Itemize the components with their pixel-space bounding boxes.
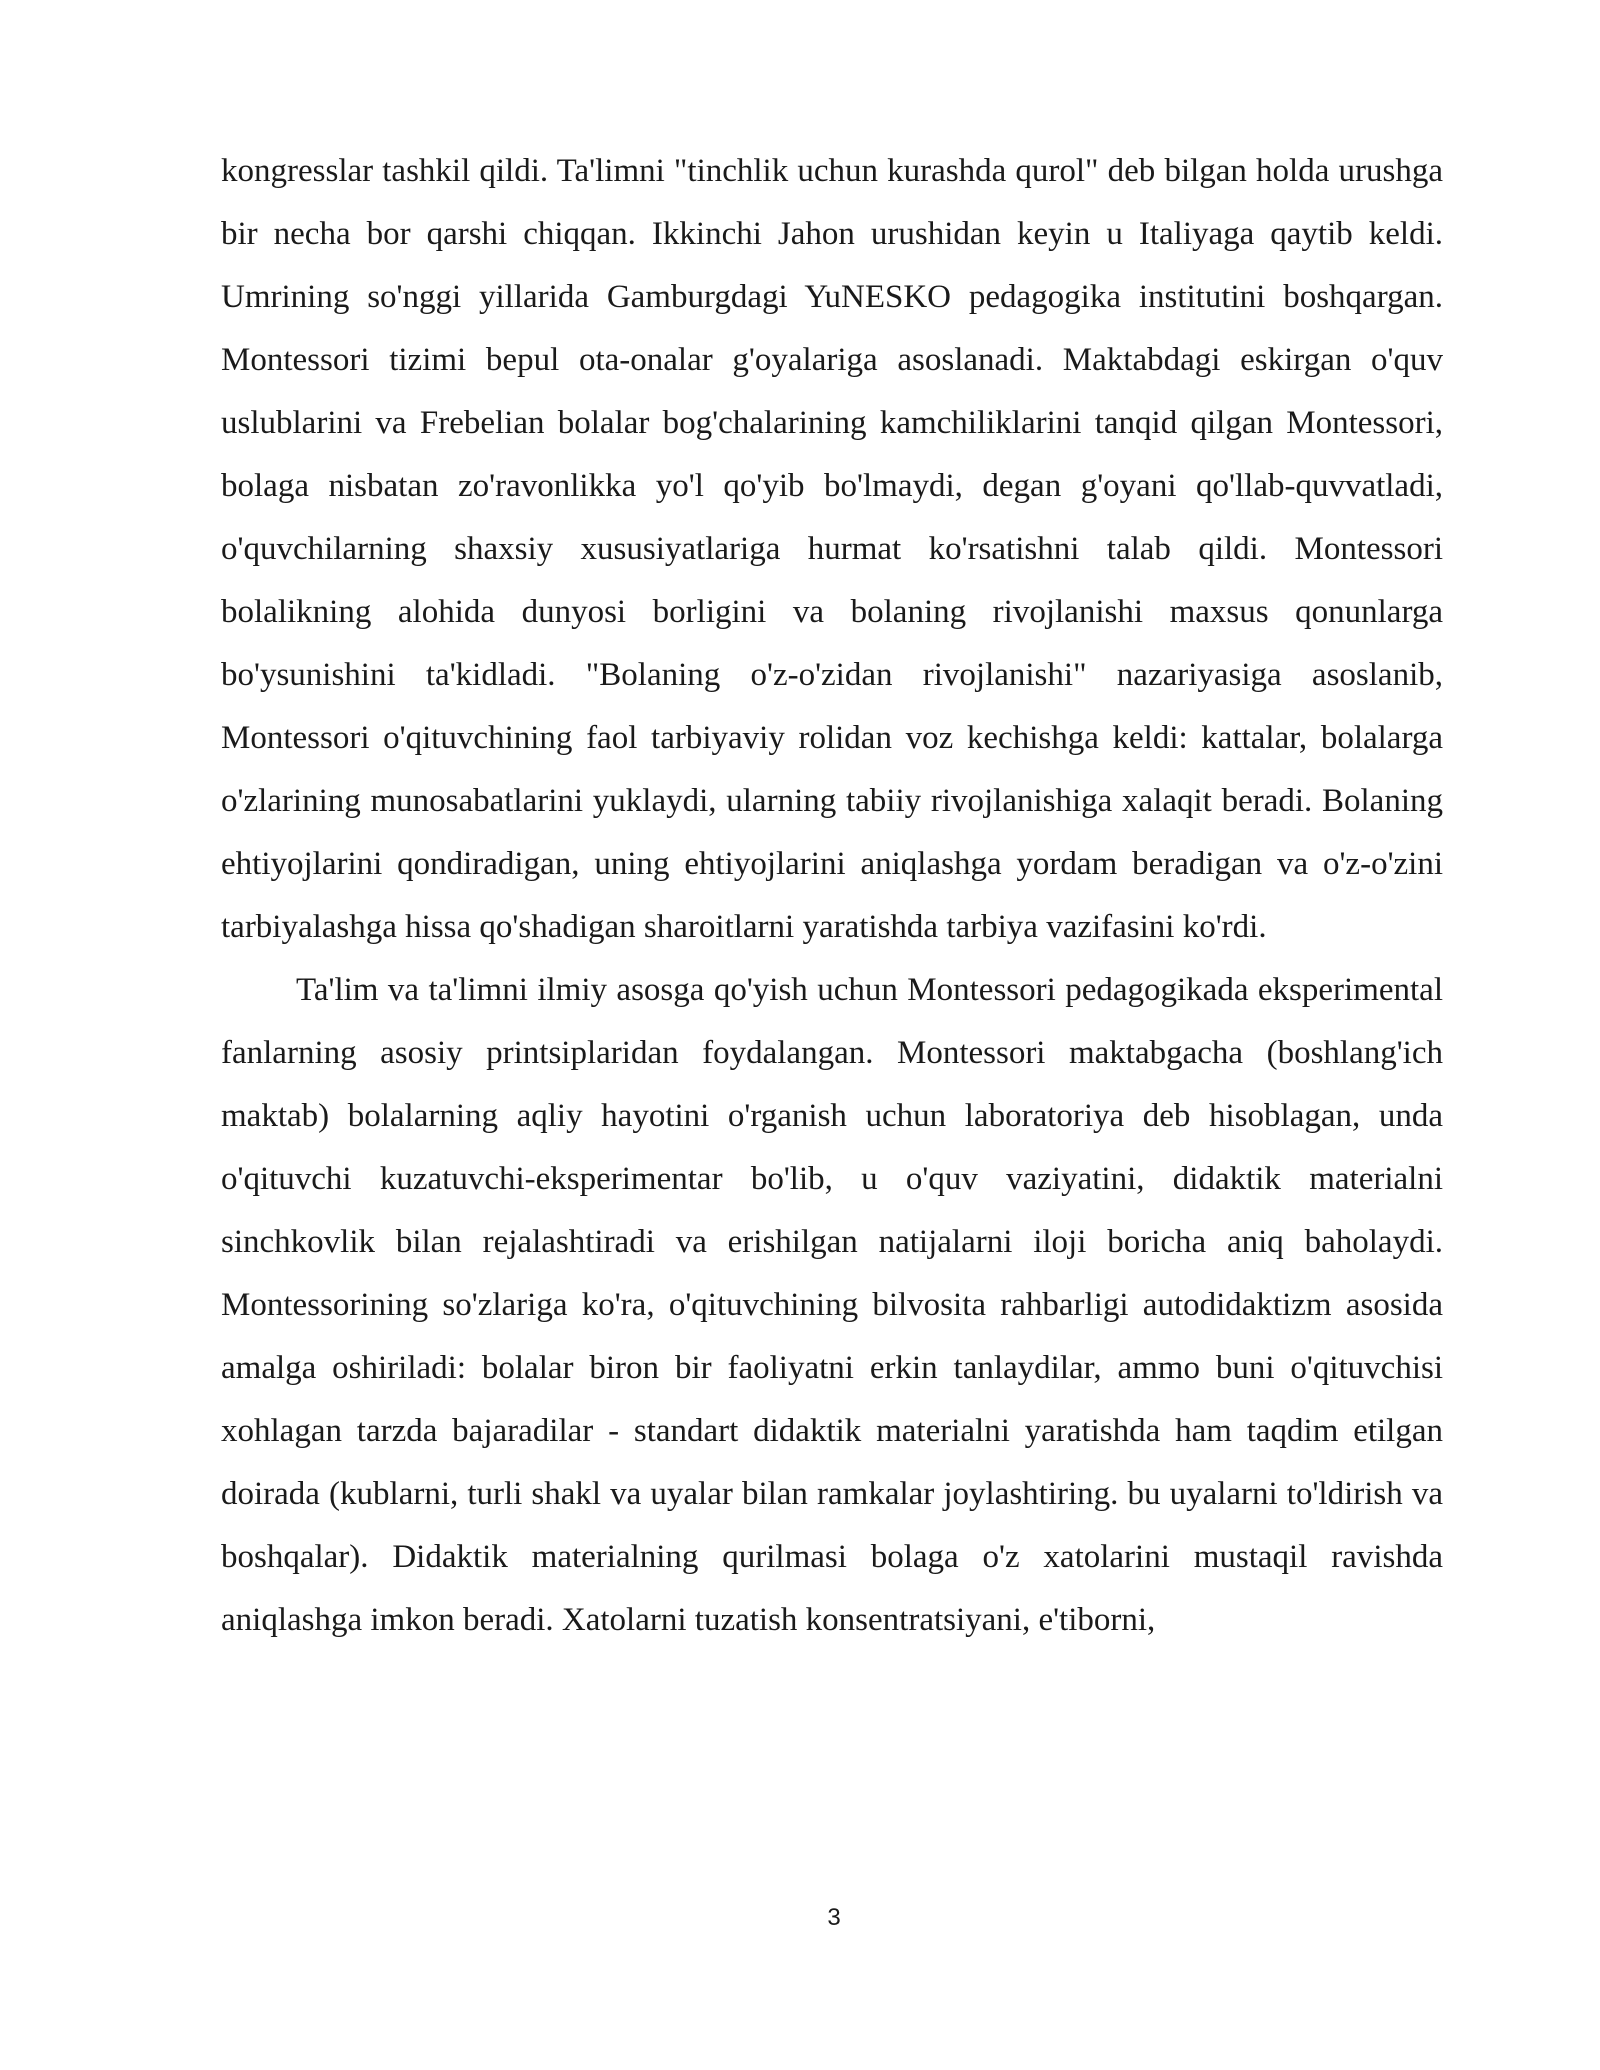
paragraph: Ta'lim va ta'limni ilmiy asosga qo'yish uchun Montessori pedagogikada eksperimental fanlarning asosiy printsiplaridan foydalangan. Montessori maktabgacha (boshlang'ich maktab) bolalarning aqliy hayotini o'rganish uchun laboratoriya deb hisoblagan, unda o'qituvchi kuzatuvchi-eksperimentar bo'lib, u o'quv vaziyatini, didaktik materialni sinchkovlik bilan rejalashtiradi va erishilgan natijalarni iloji boricha aniq baholaydi. Montessorining so'zlariga ko'ra, o'qituvchining bilvosita rahbarligi autodidaktizm asosida amalga oshiriladi: bolalar biron bir faoliyatni erkin tanlaydilar, ammo buni o'qituvchisi xohlagan tarzda bajaradilar - standart didaktik materialni yaratishda ham taqdim etilgan doirada (kublarni, turli shakl va uyalar bilan ramkalar joylashtiring. bu uyalarni to'ldirish va boshqalar). Didaktik materialning qurilmasi bolaga o'z xatolarini mustaqil ravishda aniqlashga imkon beradi. Xatolarni tuzatish konsentratsiyani, e'tiborni, (221, 972, 1443, 1638)
page-number: 3 (827, 1904, 841, 1931)
body-text (221, 140, 1443, 1652)
paragraph-continued: kongresslar tashkil qildi. Ta'limni "tinchlik uchun kurashda qurol" deb bilgan holda urushga bir necha bor qarshi chiqqan. Ikkinchi Jahon urushidan keyin u Italiyaga qaytib keldi. Umrining so'nggi yillarida Gamburgdagi YuNESKO pedagogika institutini boshqargan. Montessori tizimi bepul ota-onalar g'oyalariga asoslanadi. Maktabdagi eskirgan o'quv uslublarini va Frebelian bolalar bog'chalarining kamchiliklarini tanqid qilgan Montessori, bolaga nisbatan zo'ravonlikka yo'l qo'yib bo'lmaydi, degan g'oyani qo'llab-quvvatladi, o'quvchilarning shaxsiy xususiyatlariga hurmat ko'rsatishni talab qildi. Montessori bolalikning alohida dunyosi borligini va bolaning rivojlanishi maxsus qonunlarga bo'ysunishini ta'kidladi. "Bolaning o'z-o'zidan rivojlanishi" nazariyasiga asoslanib, Montessori o'qituvchining faol tarbiyaviy rolidan voz kechishga keldi: kattalar, bolalarga o'zlarining munosabatlarini yuklaydi, ularning tabiiy rivojlanishiga xalaqit beradi. Bolaning ehtiyojlarini qondiradigan, uning ehtiyojlarini aniqlashga yordam beradigan va o'z-o'zini tarbiyalashga hissa qo'shadigan sharoitlarni yaratishda tarbiya vazifasini ko'rdi. (221, 153, 1443, 945)
